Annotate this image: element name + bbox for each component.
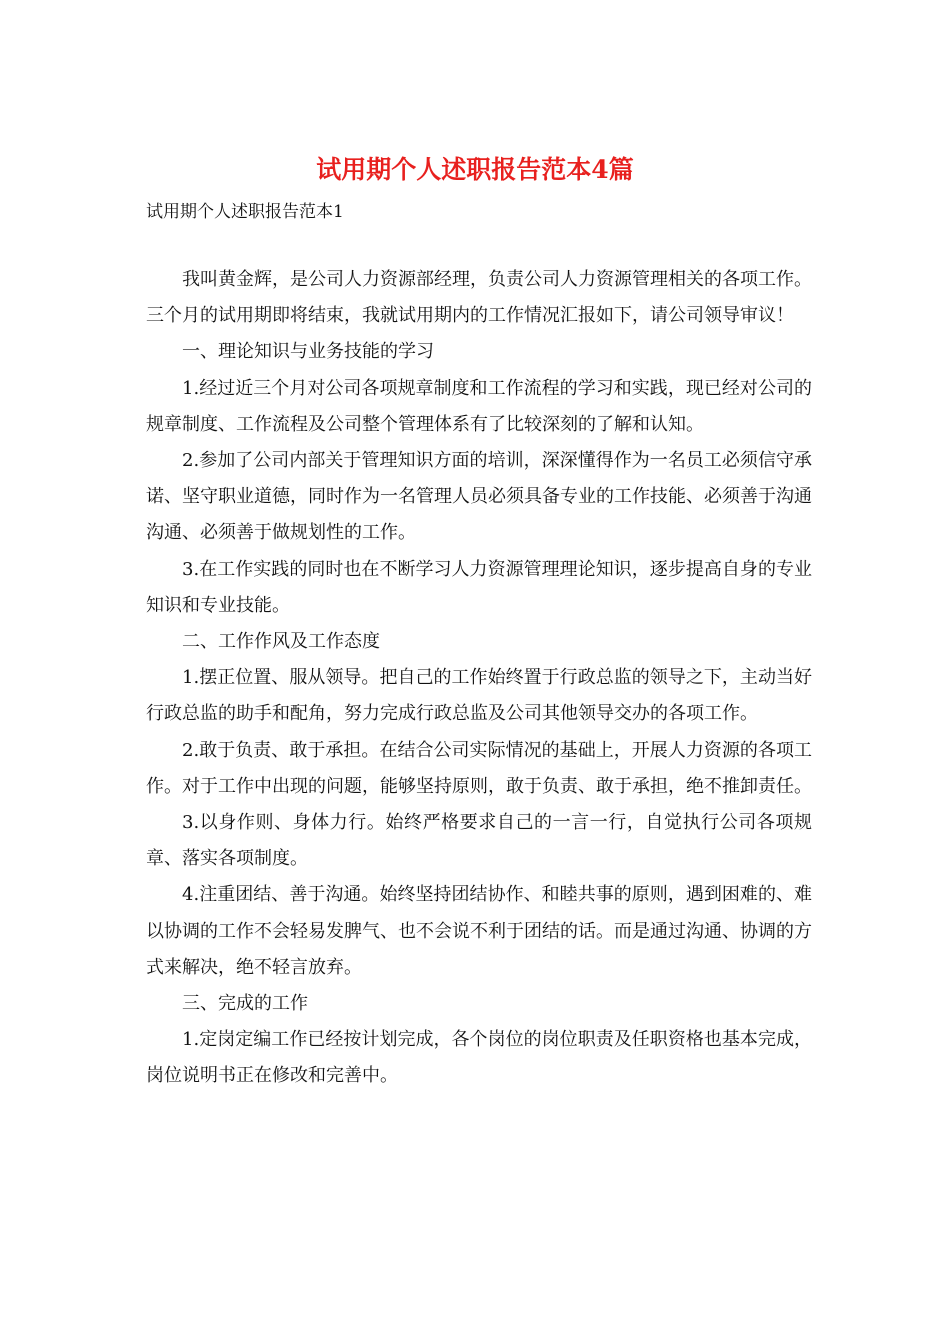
section-heading-2: 二、工作作风及工作态度 xyxy=(182,631,380,653)
document-subtitle: 试用期个人述职报告范本1 xyxy=(146,202,344,222)
paragraph-3-1: 1.定岗定编工作已经按计划完成，各个岗位的岗位职责及任职资格也基本完成，岗位说明书正在修改和完善中。 xyxy=(146,1029,812,1087)
paragraph-2-4: 4.注重团结、善于沟通。始终坚持团结协作、和睦共事的原则，遇到困难的、难以协调的工作不会轻易发脾气、也不会说不利于团结的话。而是通过沟通、协调的方式来解决，绝不轻言放弃。 xyxy=(146,884,812,978)
paragraph-1-1: 1.经过近三个月对公司各项规章制度和工作流程的学习和实践，现已经对公司的规章制度、工作流程及公司整个管理体系有了比较深刻的了解和认知。 xyxy=(146,377,812,435)
paragraph-2-1: 1.摆正位置、服从领导。把自己的工作始终置于行政总监的领导之下，主动当好行政总监的助手和配角，努力完成行政总监及公司其他领导交办的各项工作。 xyxy=(146,667,812,725)
paragraph-1-3: 3.在工作实践的同时也在不断学习人力资源管理理论知识，逐步提高自身的专业知识和专业技能。 xyxy=(146,558,812,616)
paragraph-intro: 我叫黄金辉，是公司人力资源部经理，负责公司人力资源管理相关的各项工作。三个月的试用期即将结束，我就试用期内的工作情况汇报如下，请公司领导审议！ xyxy=(146,269,812,327)
document-title: 试用期个人述职报告范本4篇 xyxy=(316,155,634,184)
document-body xyxy=(146,262,812,1095)
section-heading-1: 一、理论知识与业务技能的学习 xyxy=(182,341,434,363)
paragraph-2-2: 2.敢于负责、敢于承担。在结合公司实际情况的基础上，开展人力资源的各项工作。对于工作中出现的问题，能够坚持原则，敢于负责、敢于承担，绝不推卸责任。 xyxy=(146,739,812,797)
paragraph-1-2: 2.参加了公司内部关于管理知识方面的培训，深深懂得作为一名员工必须信守承诺、坚守职业道德，同时作为一名管理人员必须具备专业的工作技能、必须善于沟通沟通、必须善于做规划性的工作。 xyxy=(146,450,812,544)
section-heading-3: 三、完成的工作 xyxy=(182,993,308,1015)
paragraph-2-3: 3.以身作则、身体力行。始终严格要求自己的一言一行，自觉执行公司各项规章、落实各项制度。 xyxy=(146,812,812,870)
